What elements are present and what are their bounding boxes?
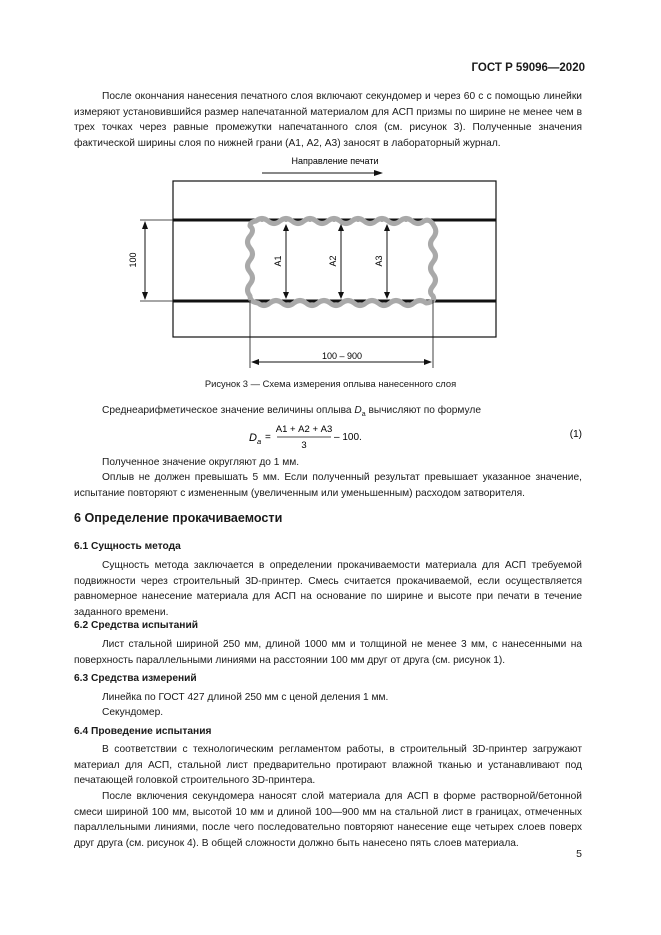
measure-a1-arrow-bottom	[283, 292, 289, 299]
page-number: 5	[576, 848, 582, 860]
spread-limit-note: Оплыв не должен превышать 5 мм. Если полученный результат превышает указанное значение, испытание повторяют с измененным (увеличенным или уменьшенным) расходом затворителя.	[74, 472, 582, 499]
formula-lhs-var: D	[249, 432, 257, 444]
section-6-4-paragraph-2: После включения секундомера наносят слой материала для АСП в форме растворной/бетонной смеси шириной 100 мм, высотой 10 мм и длиной 100—900 мм на стальной лист в границах, отмеченных параллельными линиями, после чего последовательно повторяют нанесение еще четырех слоев поверх друг друга (см. рисунок 4). В общей сложности должно быть нанесено пять слоев материала.	[74, 791, 582, 849]
measure-a3-arrow-top	[384, 224, 390, 231]
formula-intro: Среднеарифметическое значение величины оплыва $D_а$ вычисляют по формуле	[102, 405, 482, 419]
dim-length-arrow-left	[251, 359, 259, 365]
measure-a1-arrow-top	[283, 224, 289, 231]
section-6-3-stopwatch: Секундомер.	[102, 707, 164, 718]
section-6-2-heading: 6.2 Средства испытаний	[74, 620, 198, 631]
section-6-1-text: Сущность метода заключается в определении прокачиваемости материала для АСП требуемой подвижности через строительный 3D-принтер. Смесь считается прокачиваемой, если осуществляется равномерное нанесение материала для АСП на основание по ширине и высоте при печати в течение заданного времени.	[74, 560, 582, 618]
figure-caption: Рисунок 3 — Схема измерения оплыва нанесенного слоя	[204, 378, 457, 389]
measure-a2-label: А2	[328, 255, 338, 267]
section-6-2-text: Лист стальной шириной 250 мм, длиной 1000 мм и толщиной не менее 3 мм, с нанесенными на поверхность параллельными линиями на расстоянии 100 мм друг от друга (см. рисунок 1).	[74, 639, 582, 666]
section-6-3-heading: 6.3 Средства измерений	[74, 673, 197, 684]
measure-a2-arrow-bottom	[338, 292, 344, 299]
formula-tail: – 100.	[334, 432, 362, 443]
section-6-4-paragraph-1: В соответствии с технологическим регламентом работы, в строительный 3D-принтер загружают материал для АСП, стальной лист предварительно протирают влажной тканью и устанавливают под печатающей головкой строительного 3D-принтера.	[74, 744, 582, 787]
measure-a3-label: А3	[374, 255, 384, 267]
formula-number: (1)	[569, 429, 582, 440]
direction-arrowhead	[374, 170, 383, 176]
figure-3-diagram	[0, 150, 661, 375]
dim-length-arrow-right	[424, 359, 432, 365]
formula-lhs-sub: а	[257, 437, 262, 446]
section-6-4-heading: 6.4 Проведение испытания	[74, 726, 212, 737]
dim-height-arrow-top	[142, 221, 148, 229]
dim-height-arrow-bottom	[142, 292, 148, 300]
formula-numerator: А1 + А2 + А3	[275, 424, 333, 435]
formula-equals: =	[265, 432, 271, 443]
standard-header: ГОСТ Р 59096—2020	[471, 62, 585, 74]
section-6-heading: 6 Определение прокачиваемости	[74, 511, 283, 525]
dim-height-label: 100	[128, 252, 138, 268]
formula-denominator: 3	[301, 440, 307, 451]
measure-a3-arrow-bottom	[384, 292, 390, 299]
dim-length-label: 100 – 900	[321, 351, 363, 361]
measure-a1-label: А1	[273, 255, 283, 267]
rounding-note: Полученное значение округляют до 1 мм.	[102, 457, 300, 468]
intro-paragraph: После окончания нанесения печатного слоя включают секундомер и через 60 с с помощью линейки измеряют установившийся размер напечатанной материалом для АСП призмы по ширине не менее чем в трех точках через равные промежутки напечатанного слоя (см. рисунок 3). Полученные значения фактической ширины слоя по нижней грани (А1, А2, А3) заносят в лабораторный журнал.	[74, 91, 582, 149]
direction-label: Направление печати	[291, 156, 379, 166]
formula-1	[0, 420, 661, 454]
section-6-3-ruler: Линейка по ГОСТ 427 длиной 250 мм с ценой деления 1 мм.	[102, 692, 389, 703]
section-6-1-heading: 6.1 Сущность метода	[74, 541, 181, 552]
